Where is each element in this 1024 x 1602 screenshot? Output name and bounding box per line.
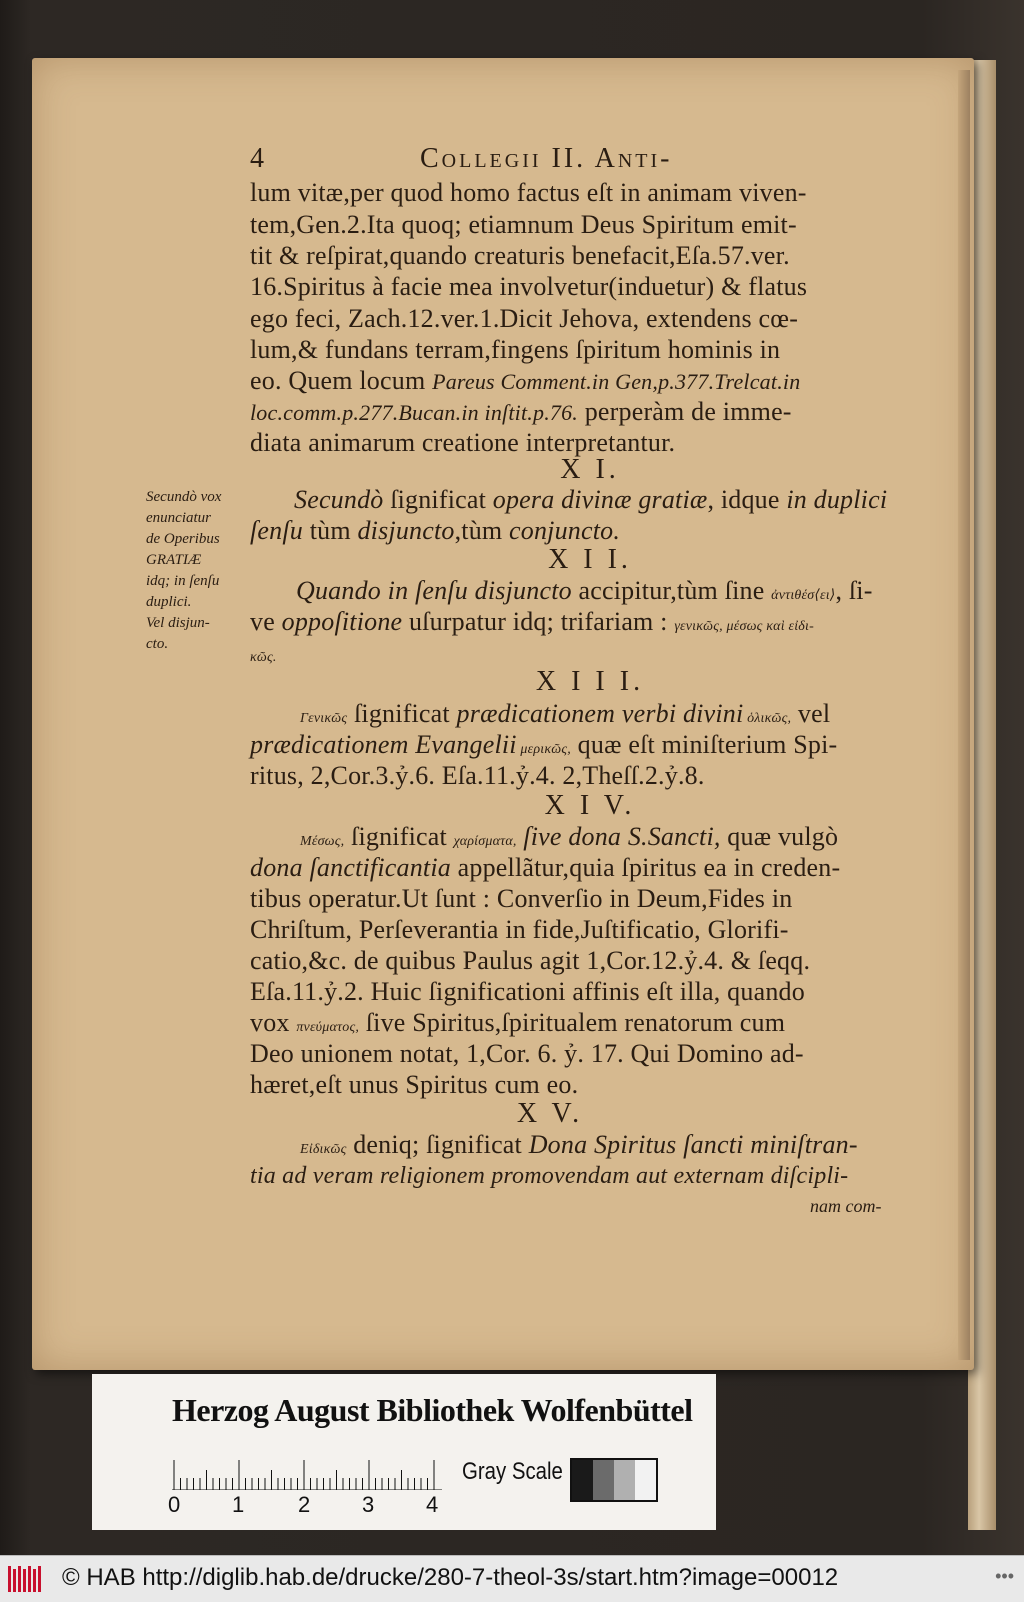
text-line: 16.Spiritus à facie mea involvetur(induetur) & flatus	[250, 272, 808, 301]
text-span: Quando in ſenſu disjuncto	[296, 576, 572, 605]
text-span: conjuncto.	[509, 516, 621, 545]
greek-span: ὁλικῶς,	[743, 711, 792, 726]
text-span: ſive Spiritus,ſpiritualem renatorum cum	[359, 1008, 786, 1037]
text-line	[250, 397, 792, 428]
logo-bar	[13, 1569, 16, 1592]
greek-span: Μέσως,	[300, 834, 345, 849]
text-line: tibus operatur.Ut ſunt : Converſio in Deum,Fides in	[250, 884, 793, 913]
text-line	[300, 699, 830, 734]
greek-span: γενικῶς, μέσως καὶ εἰδι-	[674, 619, 814, 634]
text-line: tem,Gen.2.Ita quoq; etiamnum Deus Spiritum emit-	[250, 210, 797, 239]
text-line: lum vitæ,per quod homo factus eſt in animam viven-	[250, 178, 807, 207]
margin-line: duplici.	[146, 594, 192, 610]
hab-logo-icon	[6, 1564, 46, 1594]
gray-swatch	[614, 1460, 635, 1500]
greek-span: κῶς.	[250, 650, 277, 665]
text-span: prædicationem verbi divini	[456, 699, 744, 728]
text-line: tia ad veram religionem promovendam aut externam diſcipli-	[250, 1163, 849, 1189]
text-span: ,tùm	[454, 516, 510, 545]
logo-bar	[18, 1566, 21, 1592]
footer-url[interactable]: © HAB http://diglib.hab.de/drucke/280-7-theol-3s/start.htm?image=00012	[62, 1564, 839, 1591]
ruler-number: 4	[426, 1492, 439, 1517]
text-span: eo. Quem locum	[250, 366, 433, 395]
text-line	[296, 576, 873, 611]
logo-bar	[33, 1569, 36, 1592]
margin-line: cto.	[146, 636, 169, 652]
gray-swatch	[572, 1460, 593, 1500]
margin-note	[146, 487, 246, 655]
text-span: quæ vulgò	[720, 822, 839, 851]
text-span: ſignificat	[344, 822, 454, 851]
text-span: , idque	[707, 485, 787, 514]
ruler-icon	[172, 1460, 442, 1490]
text-span: , ſi-	[835, 576, 873, 605]
ruler-number: 1	[232, 1492, 245, 1517]
ruler-number: 0	[168, 1492, 181, 1517]
page-number: 4	[250, 143, 264, 174]
ruler-number: 3	[362, 1492, 375, 1517]
reference-span: loc.comm.p.277.Bucan.in inſtit.p.76.	[250, 400, 578, 425]
text-line	[250, 730, 837, 765]
section-number: X I.	[560, 454, 620, 485]
text-span: ſignificat	[347, 699, 457, 728]
ruler-numbers	[168, 1492, 468, 1518]
text-line	[294, 485, 887, 515]
margin-line: Vel disjun-	[146, 615, 210, 631]
text-span: vel	[791, 699, 831, 728]
text-span: appellãtur,quia ſpiritus ea in creden-	[450, 853, 841, 882]
text-span: quæ eſt miniſterium Spi-	[570, 730, 838, 759]
text-line: ego feci, Zach.12.ver.1.Dicit Jehova, extendens cœ-	[250, 304, 799, 333]
text-line	[300, 1130, 858, 1165]
text-span: opera divinæ gratiæ	[492, 485, 708, 514]
section-number: X I I I.	[535, 666, 645, 697]
margin-line: idq; in ſenſu	[146, 573, 220, 589]
text-span: ve	[250, 607, 282, 636]
text-span: prædicationem Evangelii	[250, 730, 517, 759]
text-line: tit & reſpirat,quando creaturis benefacit,Eſa.57.ver.	[250, 241, 790, 270]
text-span: ſive dona S.Sancti,	[516, 822, 721, 851]
section-number: X V.	[516, 1098, 584, 1129]
logo-bar	[23, 1569, 26, 1592]
margin-line: Secundò vox	[146, 489, 222, 505]
text-line: ritus, 2,Cor.3.ỷ.6. Eſa.11.ỷ.4. 2,Theſſ.2.ỷ.8.	[250, 761, 705, 790]
greek-span: Γενικῶς	[300, 711, 348, 726]
text-span: tùm	[303, 516, 358, 545]
section-number: X I I.	[548, 544, 632, 575]
text-span: accipitur,tùm ſine	[571, 576, 772, 605]
text-span: perperàm de imme-	[578, 397, 792, 426]
section-number: X I V.	[544, 790, 636, 821]
more-menu-icon[interactable]: •••	[995, 1566, 1014, 1586]
color-card	[92, 1374, 716, 1530]
text-span: ſenſu	[250, 516, 303, 545]
text-span: disjuncto	[357, 516, 455, 545]
text-line: Deo unionem notat, 1,Cor. 6. ỷ. 17. Qui Domino ad-	[250, 1039, 804, 1068]
gray-swatch	[635, 1460, 656, 1500]
reference-span: Pareus Comment.in Gen,p.377.Trelcat.in	[432, 369, 801, 394]
text-line: Chriſtum, Perſeverantia in fide,Juſtificatio, Glorifi-	[250, 915, 789, 944]
text-span: dona ſanctificantia	[250, 853, 451, 882]
text-span: vox	[250, 1008, 297, 1037]
text-line: Eſa.11.ỷ.2. Huic ſignificationi affinis eſt illa, quando	[250, 977, 805, 1006]
text-line: lum,& fundans terram,fingens ſpiritum hominis in	[250, 335, 781, 364]
margin-line: GRATIÆ	[146, 552, 202, 568]
margin-line: de Operibus	[146, 531, 220, 547]
text-line: catio,&c. de quibus Paulus agit 1,Cor.12.ỷ.4. & ſeqq.	[250, 946, 811, 975]
gray-scale-swatches	[570, 1458, 658, 1502]
text-line	[250, 607, 814, 642]
greek-span: ἀντιθέσ⟨ει⟩	[771, 588, 836, 603]
logo-bar	[28, 1566, 31, 1592]
text-line: diata animarum creatione interpretantur.	[250, 428, 676, 457]
text-line	[300, 822, 838, 857]
page-header	[250, 143, 770, 177]
text-line	[250, 853, 840, 883]
logo-bar	[8, 1566, 11, 1592]
gray-swatch	[593, 1460, 614, 1500]
page-fore-edge	[958, 70, 970, 1360]
text-line	[250, 366, 800, 397]
greek-span: μερικῶς,	[516, 742, 571, 757]
text-span: ſignificat	[390, 485, 493, 514]
greek-span: χαρίσματα,	[453, 834, 517, 849]
text-line: hæret,eſt unus Spiritus cum eo.	[250, 1070, 579, 1099]
catchword: nam com-	[810, 1196, 882, 1216]
text-span: in duplici	[786, 485, 888, 514]
text-span: Dona Spiritus ſancti miniſtran-	[528, 1130, 858, 1159]
card-title: Herzog August Bibliothek Wolfenbüttel	[172, 1392, 693, 1428]
logo-bar	[38, 1566, 41, 1592]
margin-line: enunciatur	[146, 510, 211, 526]
gray-scale-label: Gray Scale	[462, 1458, 563, 1485]
text-span: uſurpatur idq; trifariam :	[402, 607, 675, 636]
running-head: Collegii II. Anti-	[420, 143, 673, 174]
greek-span: πνεύματος,	[296, 1020, 360, 1035]
text-span: oppoſitione	[281, 607, 403, 636]
text-line	[250, 1008, 785, 1043]
text-span: deniq; ſignificat	[346, 1130, 529, 1159]
footer-bar	[0, 1555, 1024, 1602]
text-line	[250, 516, 620, 546]
text-span: Secundò	[294, 485, 391, 514]
greek-span: Εἰδικῶς	[300, 1142, 347, 1157]
ruler-number: 2	[298, 1492, 311, 1517]
